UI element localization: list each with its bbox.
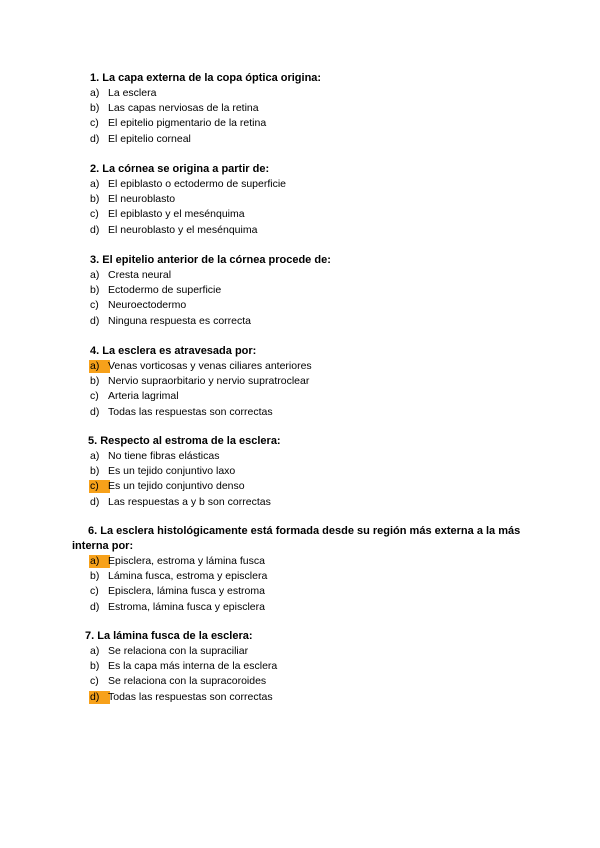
question-title: 1. La capa externa de la copa óptica origina: [90, 72, 322, 84]
option-letter: b) [90, 465, 100, 478]
option-highlighted [0, 554, 600, 569]
option-letter: d) [90, 314, 100, 327]
option [0, 101, 600, 116]
option-letter: d) [90, 600, 100, 613]
option-text: Ectodermo de superficie [108, 284, 222, 297]
option [0, 116, 600, 131]
question-title: 2. La córnea se origina a partir de: [90, 163, 270, 175]
option-text: Ninguna respuesta es correcta [108, 314, 251, 327]
option-letter: c) [90, 299, 99, 312]
option-text: Cresta neural [108, 269, 172, 281]
option-text: Las capas nerviosas de la retina [108, 102, 259, 115]
option-highlighted [0, 690, 600, 705]
option-text: Estroma, lámina fusca y episclera [108, 600, 265, 613]
option [0, 132, 600, 147]
question-title: 5. Respecto al estroma de la esclera: [88, 435, 281, 447]
question-2 [0, 162, 600, 238]
option-letter: d) [90, 223, 100, 236]
option-text: Es un tejido conjuntivo denso [108, 480, 245, 493]
option-letter: c) [90, 117, 99, 130]
option-text: Venas vorticosas y venas ciliares anteriores [108, 360, 312, 372]
option [0, 584, 600, 599]
option-letter: d) [90, 132, 100, 145]
option-letter: a) [90, 178, 100, 190]
option-letter: c) [90, 390, 99, 403]
option-letter: a) [90, 269, 100, 281]
question-title: 3. El epitelio anterior de la córnea procede de: [90, 254, 331, 266]
option-text: Nervio supraorbitario y nervio supratroclear [108, 375, 310, 388]
option [0, 569, 600, 584]
option-letter: a) [90, 360, 100, 372]
question-1 [0, 71, 600, 147]
option-letter: c) [90, 480, 99, 493]
option-letter: d) [90, 405, 100, 418]
option [0, 405, 600, 420]
option [0, 207, 600, 222]
option-letter: b) [90, 375, 100, 388]
option-letter: d) [90, 690, 100, 703]
option-letter: c) [90, 585, 99, 598]
option-letter: c) [90, 675, 99, 688]
option-text: El neuroblasto y el mesénquima [108, 223, 258, 236]
option [0, 86, 600, 101]
option [0, 600, 600, 615]
question-4 [0, 344, 600, 420]
option-text: El epiblasto y el mesénquima [108, 208, 245, 221]
option-text: Episclera, estroma y lámina fusca [108, 555, 265, 567]
option-text: El epitelio corneal [108, 132, 191, 145]
question-title: 4. La esclera es atravesada por: [90, 345, 257, 357]
option-text: Las respuestas a y b son correctas [108, 495, 271, 508]
option [0, 389, 600, 404]
option-text: Se relaciona con la supracoroides [108, 675, 267, 688]
option-letter: b) [90, 284, 100, 297]
option-letter: a) [90, 645, 100, 657]
option-letter: d) [90, 495, 100, 508]
option [0, 659, 600, 674]
option [0, 223, 600, 238]
option-text: Es un tejido conjuntivo laxo [108, 465, 236, 478]
option-letter: b) [90, 193, 100, 206]
option-letter: b) [90, 660, 100, 673]
option [0, 464, 600, 479]
option-letter: b) [90, 570, 100, 583]
option [0, 314, 600, 329]
option-letter: a) [90, 555, 100, 567]
option-highlighted [0, 359, 600, 374]
option [0, 495, 600, 510]
option-text: Se relaciona con la supraciliar [108, 645, 249, 657]
option-text: Todas las respuestas son correctas [108, 690, 273, 703]
option-text: La esclera [108, 87, 157, 99]
question-title: 7. La lámina fusca de la esclera: [85, 630, 253, 642]
option-text: Lámina fusca, estroma y episclera [108, 570, 268, 583]
option-text: Episclera, lámina fusca y estroma [108, 585, 265, 598]
option [0, 268, 600, 283]
option-text: Arteria lagrimal [108, 390, 179, 403]
option [0, 192, 600, 207]
question-5 [0, 434, 600, 510]
option [0, 298, 600, 313]
option-letter: a) [90, 450, 100, 462]
option-text: Todas las respuestas son correctas [108, 405, 273, 418]
option-text: El epitelio pigmentario de la retina [108, 117, 267, 130]
option [0, 449, 600, 464]
option-text: Neuroectodermo [108, 299, 187, 312]
option [0, 374, 600, 389]
option-text: El epiblasto o ectodermo de superficie [108, 178, 287, 190]
option [0, 177, 600, 192]
option-text: Es la capa más interna de la esclera [108, 660, 278, 673]
option-text: No tiene fibras elásticas [108, 450, 220, 462]
option [0, 644, 600, 659]
question-title: 6. La esclera histológicamente está formada desde su región más externa a la más interna por: [72, 525, 521, 552]
option [0, 283, 600, 298]
option-text: El neuroblasto [108, 193, 176, 206]
option-highlighted [0, 479, 600, 494]
option-letter: a) [90, 87, 100, 99]
question-3 [0, 253, 600, 329]
option [0, 674, 600, 689]
option-letter: b) [90, 102, 100, 115]
question-6 [0, 524, 600, 615]
option-letter: c) [90, 208, 99, 221]
question-7 [0, 629, 600, 705]
